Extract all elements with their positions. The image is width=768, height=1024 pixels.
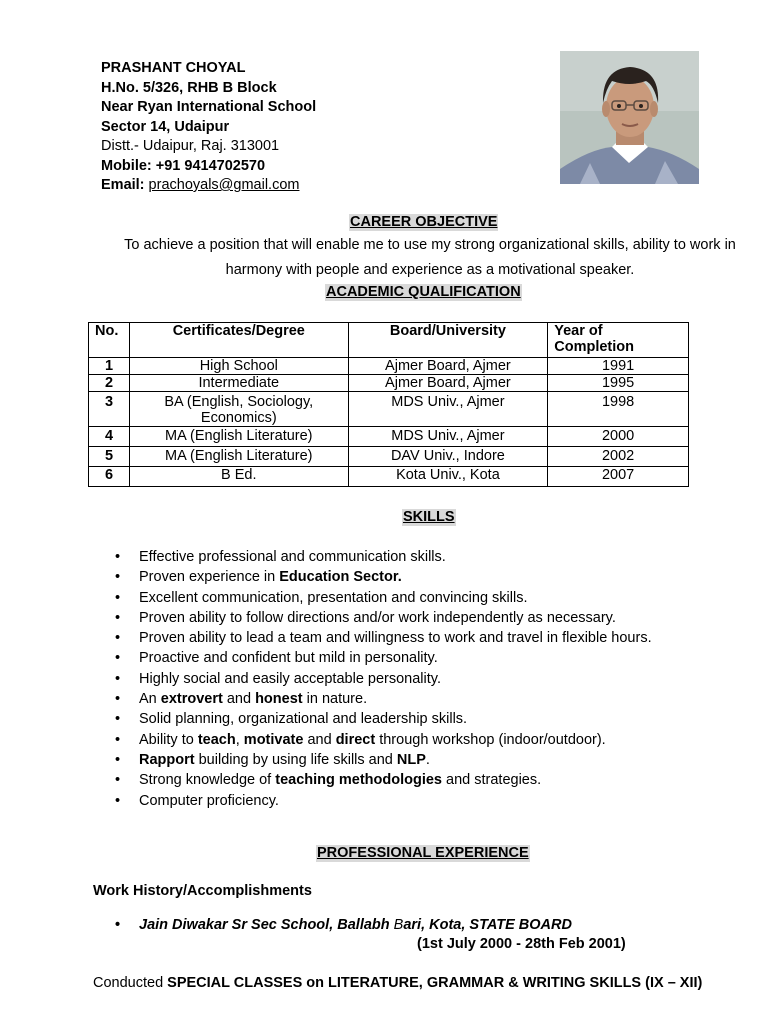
skill-emphasis: Rapport: [139, 751, 195, 768]
list-item: [115, 670, 652, 690]
list-item: [115, 609, 652, 629]
list-item: [115, 548, 652, 568]
table-header-row: [89, 323, 689, 358]
skill-text: .: [425, 751, 430, 768]
header-no: No.: [89, 323, 130, 358]
table-row: [89, 447, 689, 467]
skill-text: ,: [235, 731, 244, 748]
header-board: Board/University: [348, 323, 548, 358]
list-item: [115, 629, 652, 649]
address-line-1: H.No. 5/326, RHB B Block: [101, 79, 277, 96]
cell-board: MDS Univ., Ajmer: [348, 392, 548, 427]
list-item: [115, 690, 652, 710]
skill-text: and: [222, 691, 256, 708]
table-row: [89, 392, 689, 427]
skill-text: Ability to: [139, 731, 198, 748]
skill-text: Solid planning, organizational and leadership skills.: [139, 711, 468, 728]
email-label: Email:: [101, 177, 145, 193]
skill-text: Excellent communication, presentation and convincing skills.: [139, 589, 528, 606]
skill-text: Proven ability to lead a team and willingness to work and travel in flexible hours.: [139, 630, 652, 647]
academic-table: [88, 322, 689, 487]
list-item: [115, 771, 652, 791]
skill-text: An: [139, 691, 161, 708]
table-row: [89, 358, 689, 375]
school-name-part-2: B: [393, 917, 404, 933]
employment-dates: (1st July 2000 - 28th Feb 2001): [417, 936, 626, 952]
skill-text: in nature.: [302, 691, 368, 708]
cell-year: 2002: [548, 447, 689, 467]
list-item: [115, 589, 652, 609]
skill-text: Proven ability to follow directions and/or work independently as necessary.: [139, 609, 616, 626]
cell-year: 2000: [548, 427, 689, 447]
address-line-3: Sector 14, Udaipur: [101, 118, 230, 135]
cell-no: 6: [89, 467, 130, 487]
cell-year: 2007: [548, 467, 689, 487]
table-row: [89, 375, 689, 392]
professional-experience-heading: PROFESSIONAL EXPERIENCE: [317, 845, 529, 861]
cell-board: Ajmer Board, Ajmer: [348, 375, 548, 392]
cell-board: Ajmer Board, Ajmer: [348, 358, 548, 375]
cell-degree: B Ed.: [129, 467, 348, 487]
skill-text: Proactive and confident but mild in personality.: [139, 650, 438, 667]
skill-text: through workshop (indoor/outdoor).: [375, 731, 606, 748]
table-row: [89, 467, 689, 487]
address-line-2: Near Ryan International School: [101, 99, 317, 115]
cell-no: 4: [89, 427, 130, 447]
candidate-name: PRASHANT CHOYAL: [101, 60, 246, 76]
header-year: [548, 323, 689, 358]
list-item: [115, 731, 652, 751]
skill-emphasis: honest: [255, 691, 303, 708]
email-row: [101, 176, 316, 196]
career-objective-heading: CAREER OBJECTIVE: [350, 214, 498, 230]
school-entry: [115, 917, 572, 933]
cell-board: Kota Univ., Kota: [348, 467, 548, 487]
list-item: [115, 751, 652, 771]
skill-emphasis: extrovert: [160, 691, 223, 708]
cell-year: 1995: [548, 375, 689, 392]
cell-no: 5: [89, 447, 130, 467]
skill-emphasis: Education Sector.: [279, 569, 402, 586]
contact-block: [101, 59, 316, 196]
cell-degree-line-2: Economics): [200, 410, 277, 426]
list-item: [115, 568, 652, 588]
cell-degree-line-1: BA (English, Sociology,: [164, 394, 314, 410]
skill-text: Computer proficiency.: [139, 792, 279, 809]
header-year-line-2: Completion: [554, 339, 634, 355]
cell-degree: MA (English Literature): [129, 427, 348, 447]
list-item: [115, 710, 652, 730]
skill-text: Proven experience in: [139, 569, 280, 586]
skill-text: and strategies.: [442, 772, 542, 789]
cell-degree: High School: [129, 358, 348, 375]
list-item: [115, 649, 652, 669]
skill-emphasis: teaching methodologies: [275, 772, 442, 789]
cell-board: DAV Univ., Indore: [348, 447, 548, 467]
cell-no: 3: [89, 392, 130, 427]
address-line-4: Distt.- Udaipur, Raj. 313001: [101, 138, 280, 154]
table-row: [89, 427, 689, 447]
skill-text: and: [303, 731, 336, 748]
skill-emphasis: teach: [197, 731, 236, 748]
cell-no: 1: [89, 358, 130, 375]
profile-photo: [560, 51, 699, 184]
bullet-icon: •: [115, 917, 121, 933]
work-history-heading: Work History/Accomplishments: [93, 883, 312, 899]
skill-emphasis: direct: [335, 731, 376, 748]
cell-year: 1998: [548, 392, 689, 427]
skill-emphasis: NLP: [396, 751, 426, 768]
cell-board: MDS Univ., Ajmer: [348, 427, 548, 447]
skills-heading: SKILLS: [403, 509, 455, 525]
cell-degree: [129, 392, 348, 427]
mobile-number: Mobile: +91 9414702570: [101, 157, 266, 174]
conducted-text: Conducted: [93, 975, 168, 991]
cell-degree: MA (English Literature): [129, 447, 348, 467]
skill-text: Highly social and easily acceptable personality.: [139, 670, 441, 687]
skills-list: [115, 548, 652, 812]
school-name-part-1: Jain Diwakar Sr Sec School, Ballabh: [139, 917, 394, 933]
skill-text: building by using life skills and: [194, 751, 397, 768]
career-objective-line-2: harmony with people and experience as a motivational speaker.: [225, 262, 635, 278]
school-name-part-3: ari, Kota, STATE BOARD: [403, 917, 572, 933]
academic-qualification-heading: ACADEMIC QUALIFICATION: [326, 284, 521, 300]
email-link[interactable]: prachoyals@gmail.com: [148, 177, 300, 193]
conducted-emphasis: SPECIAL CLASSES on LITERATURE, GRAMMAR & WRITING SKILLS (IX – XII): [167, 975, 703, 991]
cell-degree: Intermediate: [129, 375, 348, 392]
cell-year: 1991: [548, 358, 689, 375]
career-objective-text: [90, 233, 768, 283]
cell-no: 2: [89, 375, 130, 392]
skill-text: Strong knowledge of: [139, 772, 276, 789]
skill-text: Effective professional and communication skills.: [139, 549, 446, 565]
conducted-classes: [93, 975, 702, 991]
skill-emphasis: motivate: [243, 731, 304, 748]
header-degree: Certificates/Degree: [129, 323, 348, 358]
career-objective-line-1: To achieve a position that will enable me to use my strong organizational skills, ability to work in: [124, 237, 736, 253]
header-year-line-1: Year of: [554, 323, 603, 339]
list-item: [115, 792, 652, 812]
